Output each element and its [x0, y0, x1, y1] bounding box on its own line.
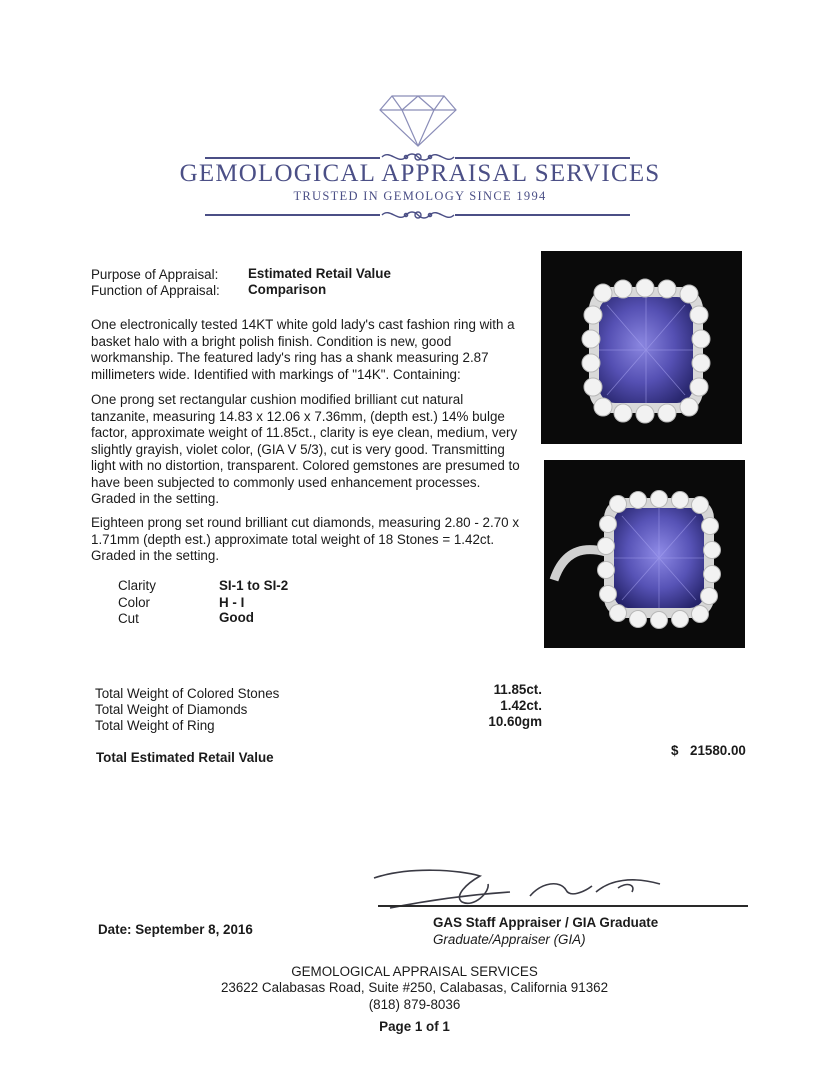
header-rule-top [455, 157, 630, 159]
grading-label: Color [118, 595, 150, 610]
weight-label: Total Weight of Diamonds [95, 702, 248, 717]
total-amount: 21580.00 [690, 743, 746, 758]
signature-line [378, 905, 748, 907]
weight-label: Total Weight of Colored Stones [95, 686, 280, 701]
weight-value: 1.42ct. [500, 698, 542, 713]
weight-label: Total Weight of Ring [95, 718, 215, 733]
header-rule-top [205, 157, 380, 159]
grading-label: Cut [118, 611, 139, 626]
company-tagline: TRUSTED IN GEMOLOGY SINCE 1994 [293, 189, 547, 203]
appraiser-name: GAS Staff Appraiser / GIA Graduate [433, 915, 659, 930]
tanzanite-description: One prong set rectangular cushion modified brilliant cut natural tanzanite, measuring 14.83 x 12.06 x 7.36mm, (depth est.) 14% bulge factor, approximate weight of 11.85ct., clarity is eye clean, medium, very slightly grayish, violet color, (GIA V 5/3), cut is very good. Transmitting light with no distortion, transparent. Colored gemstones are presumed to have been subjected to commonly used enhancement processes. Graded in the setting. [91, 392, 520, 506]
appraiser-title: Graduate/Appraiser (GIA) [433, 932, 586, 947]
grading-value: SI-1 to SI-2 [219, 578, 289, 593]
ring-top-view-image [541, 251, 742, 444]
grading-value: H - I [219, 595, 245, 610]
total-currency: $ [671, 743, 679, 758]
ornament-scroll-icon [380, 204, 456, 226]
weight-value: 10.60gm [488, 714, 542, 729]
ring-photo-bottom [544, 460, 745, 648]
grading-label: Clarity [118, 578, 156, 593]
ring-angled-view-image [544, 460, 745, 648]
footer-company: GEMOLOGICAL APPRAISAL SERVICES [291, 964, 538, 979]
purpose-label: Purpose of Appraisal: [91, 267, 219, 282]
footer-phone: (818) 879-8036 [368, 997, 461, 1012]
appraisal-date: Date: September 8, 2016 [98, 922, 253, 937]
footer-address: 23622 Calabasas Road, Suite #250, Calabasas, California 91362 [220, 980, 609, 995]
page-number: Page 1 of 1 [379, 1019, 450, 1034]
logo-diamond-icon [378, 92, 458, 148]
company-name: GEMOLOGICAL APPRAISAL SERVICES [179, 160, 661, 187]
header-rule-bottom [205, 214, 380, 216]
grading-value: Good [219, 610, 254, 625]
ring-photo-top [541, 251, 742, 444]
function-value: Comparison [248, 282, 327, 297]
header-rule-bottom [455, 214, 630, 216]
function-label: Function of Appraisal: [91, 283, 220, 298]
ring-description: One electronically tested 14KT white gold lady's cast fashion ring with a basket halo with a bright polish finish. Condition is new, good workmanship. The featured lady's ring has a shank measuring 2.87 millimeters wide. Identified with markings of "14K". Containing: [91, 317, 515, 382]
diamond-description: Eighteen prong set round brilliant cut diamonds, measuring 2.80 - 2.70 x 1.71mm (depth est.) approximate total weight of 18 Stones = 1.42ct. Graded in the setting. [91, 515, 520, 563]
weight-value: 11.85ct. [493, 682, 542, 697]
purpose-value: Estimated Retail Value [248, 266, 391, 281]
total-value-label: Total Estimated Retail Value [96, 750, 274, 765]
